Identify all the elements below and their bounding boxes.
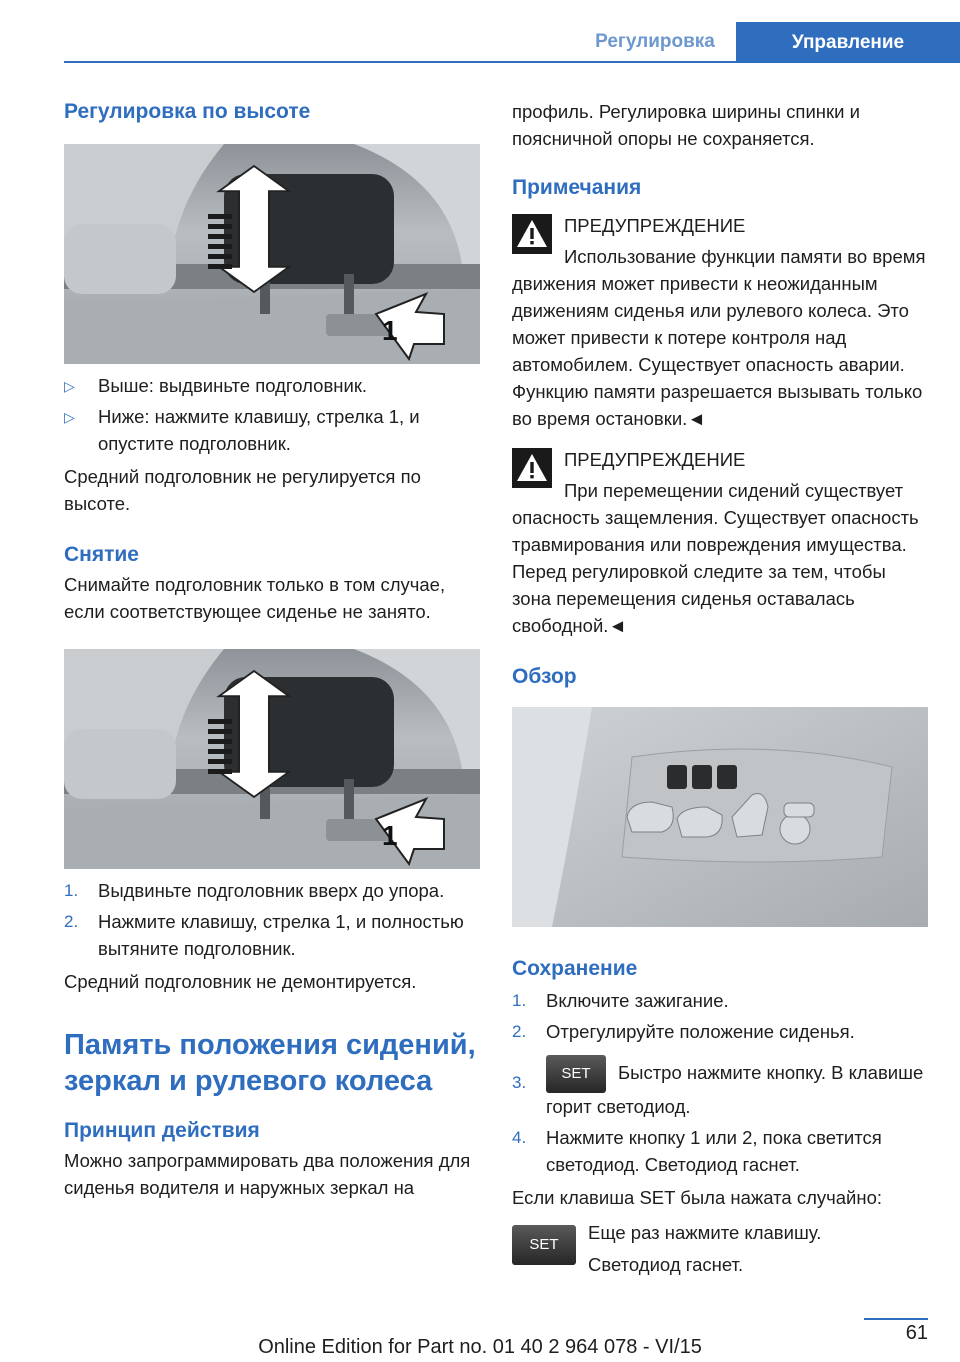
section-title-principle: Принцип действия	[64, 1119, 260, 1142]
paragraph: Можно запрограммировать два положения для сиденья водителя и наружных зеркал на	[64, 1150, 471, 1198]
section-title-saving: Сохранение	[512, 957, 638, 980]
section-title-overview: Обзор	[512, 665, 577, 688]
warning-triangle-icon	[512, 214, 552, 254]
list-number: 2.	[64, 912, 79, 931]
triangle-bullet-icon: ▷	[64, 378, 75, 394]
chapter-title-memory: Память положения сидений, зеркал и рулевого колеса	[64, 1029, 476, 1097]
edition-footer: Online Edition for Part no. 01 40 2 964 078 - VI/15	[258, 1336, 702, 1358]
paragraph: Еще раз нажмите клавишу.	[588, 1222, 822, 1243]
paragraph: Светодиод гаснет.	[588, 1254, 744, 1275]
triangle-bullet-icon: ▷	[64, 409, 75, 425]
list-item: 3. SET Быстро нажмите кнопку. В клавише горит светодиод.	[512, 1055, 928, 1120]
section-title-height: Регулировка по высоте	[64, 100, 311, 123]
figure-label-1: 1	[382, 315, 398, 346]
header-chapter-tab[interactable]: Управление	[736, 22, 960, 63]
warning-triangle-icon	[512, 448, 552, 488]
height-steps-list	[64, 372, 480, 457]
warning-block	[512, 446, 928, 639]
list-number: 1.	[64, 881, 79, 900]
section-title-notes: Примечания	[512, 176, 642, 199]
list-number: 2.	[512, 1022, 527, 1041]
saving-steps-list	[512, 987, 928, 1178]
left-column	[64, 98, 480, 1201]
retry-block	[512, 1219, 928, 1279]
headrest-removal-figure	[64, 649, 480, 869]
list-number: 3.	[512, 1073, 527, 1092]
list-item: ▷ Ниже: нажмите клавишу, стрелка 1, и опустите подголовник.	[64, 406, 420, 454]
set-button[interactable]: SET	[546, 1055, 606, 1093]
warning-block	[512, 212, 928, 432]
right-column	[512, 98, 928, 1279]
seat-controls-figure	[512, 707, 928, 927]
page-number: 61	[905, 1322, 928, 1344]
section-title-removal: Снятие	[64, 543, 139, 566]
list-item: 4. Нажмите кнопку 1 или 2, пока светится светодиод. Светодиод гаснет.	[512, 1124, 928, 1178]
list-number: 1.	[512, 991, 527, 1010]
list-item: 2. Нажмите клавишу, стрелка 1, и полностью вытяните подголовник.	[64, 908, 480, 962]
removal-steps-list	[64, 877, 480, 962]
list-item: 1. Выдвиньте подголовник вверх до упора.	[64, 877, 480, 904]
warning-label: ПРЕДУПРЕЖДЕНИЕ	[564, 215, 746, 236]
headrest-illustration	[64, 649, 480, 869]
paragraph: профиль. Регулировка ширины спинки и поясничной опоры не сохраняется.	[512, 101, 860, 149]
set-button[interactable]: SET	[512, 1225, 576, 1265]
seat-controls-illustration	[512, 707, 928, 927]
list-item: 2. Отрегулируйте положение сиденья.	[512, 1018, 928, 1045]
paragraph: Средний подголовник не демонтируется.	[64, 971, 417, 992]
warning-text: При перемещении сидений существует опасность защемления. Существует опасность травмирования или повреждения имущества. Перед регулировкой следите за тем, чтобы зона перемещения сиденья оставалась свободной.◄	[512, 480, 919, 636]
list-item: ▷ Выше: выдвиньте подголовник.	[64, 372, 480, 399]
paragraph: Средний подголовник не регулируется по высоте.	[64, 466, 421, 514]
header-section-tab[interactable]: Регулировка	[595, 31, 715, 52]
footer-rule	[864, 1318, 928, 1320]
headrest-illustration	[64, 144, 480, 364]
headrest-height-figure	[64, 144, 480, 364]
figure-label-1: 1	[382, 820, 398, 851]
paragraph: Если клавиша SET была нажата случайно:	[512, 1187, 883, 1208]
warning-text: Использование функции памяти во время движения может привести к неожиданным движениям сиденья или рулевого колеса. Это может привести к потере контроля над автомобилем. Существует опасность аварии. Функцию памяти разрешается вызывать только во время остановки.◄	[512, 246, 926, 429]
list-number: 4.	[512, 1128, 527, 1147]
warning-label: ПРЕДУПРЕЖДЕНИЕ	[564, 449, 746, 470]
paragraph: Снимайте подголовник только в том случае, если соответствующее сиденье не занято.	[64, 574, 446, 622]
list-item: 1. Включите зажигание.	[512, 987, 928, 1014]
